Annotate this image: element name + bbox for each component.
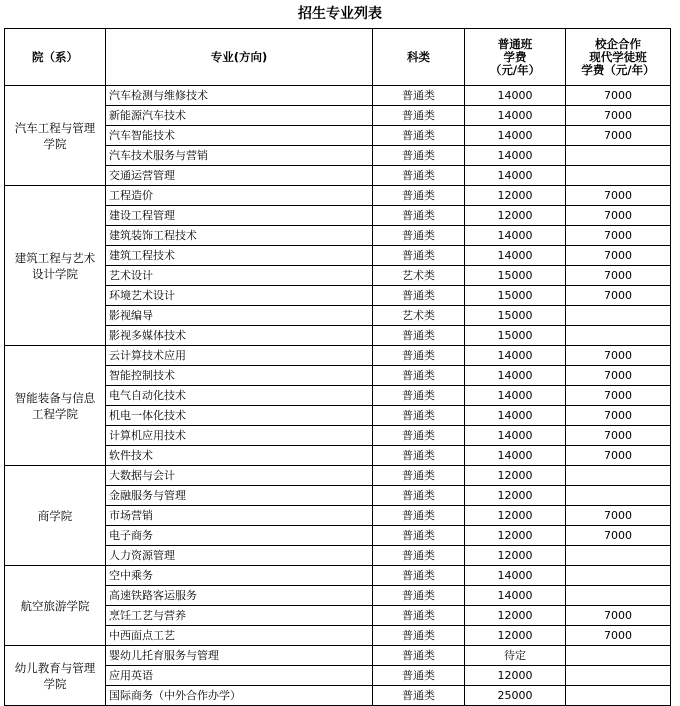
fee-apprentice-cell [566,666,671,686]
category-cell: 普通类 [373,186,465,206]
header-fee-apprentice: 校企合作 现代学徒班 学费（元/年） [566,29,671,86]
fee-apprentice-cell: 7000 [566,226,671,246]
fee-regular-cell: 15000 [465,286,566,306]
fee-regular-cell: 14000 [465,106,566,126]
major-cell: 汽车智能技术 [106,126,373,146]
fee-apprentice-cell [566,686,671,706]
category-cell: 普通类 [373,106,465,126]
category-cell: 普通类 [373,666,465,686]
table-row [5,566,671,586]
college-name-line: 幼儿教育与管理 [14,660,96,675]
majors-table [4,28,671,706]
college-name-line: 商学院 [37,508,73,523]
major-cell: 新能源汽车技术 [106,106,373,126]
table-row [5,86,671,106]
category-cell: 普通类 [373,286,465,306]
fee-apprentice-cell [566,146,671,166]
major-cell: 影视编导 [106,306,373,326]
category-cell: 普通类 [373,386,465,406]
fee-regular-cell: 14000 [465,386,566,406]
major-cell: 人力资源管理 [106,546,373,566]
major-cell: 市场营销 [106,506,373,526]
major-cell: 工程造价 [106,186,373,206]
category-cell: 普通类 [373,526,465,546]
category-cell: 普通类 [373,166,465,186]
major-cell: 婴幼儿托育服务与管理 [106,646,373,666]
college-cell [5,186,106,346]
category-cell: 普通类 [373,426,465,446]
college-name-line: 智能装备与信息 [14,390,96,405]
fee-apprentice-cell [566,646,671,666]
fee-apprentice-cell [566,166,671,186]
college-cell [5,566,106,646]
category-cell: 普通类 [373,546,465,566]
college-name-line: 学院 [43,676,67,691]
major-cell: 智能控制技术 [106,366,373,386]
fee-regular-cell: 12000 [465,506,566,526]
fee-apprentice-cell [566,566,671,586]
major-cell: 金融服务与管理 [106,486,373,506]
table-row [5,466,671,486]
fee-apprentice-cell: 7000 [566,286,671,306]
major-cell: 机电一体化技术 [106,406,373,426]
fee-regular-cell: 12000 [465,546,566,566]
fee-apprentice-cell: 7000 [566,86,671,106]
fee-apprentice-cell: 7000 [566,446,671,466]
category-cell: 普通类 [373,406,465,426]
major-cell: 大数据与会计 [106,466,373,486]
category-cell: 普通类 [373,486,465,506]
fee-apprentice-cell: 7000 [566,246,671,266]
category-cell: 普通类 [373,326,465,346]
fee-regular-cell: 12000 [465,606,566,626]
major-cell: 建筑装饰工程技术 [106,226,373,246]
fee-apprentice-cell: 7000 [566,206,671,226]
category-cell: 普通类 [373,206,465,226]
college-name-line: 汽车工程与管理 [14,120,96,135]
fee-regular-cell: 14000 [465,246,566,266]
fee-apprentice-cell: 7000 [566,526,671,546]
college-cell [5,86,106,186]
fee-regular-cell: 14000 [465,566,566,586]
fee-apprentice-cell [566,326,671,346]
fee-apprentice-cell: 7000 [566,126,671,146]
major-cell: 汽车检测与维修技术 [106,86,373,106]
fee-regular-cell: 12000 [465,666,566,686]
fee-regular-cell: 15000 [465,306,566,326]
header-fee-regular: 普通班 学费 （元/年） [465,29,566,86]
fee-apprentice-cell: 7000 [566,346,671,366]
page-title: 招生专业列表 [298,6,382,22]
table-header-row [5,29,671,86]
fee-apprentice-cell [566,546,671,566]
category-cell: 普通类 [373,506,465,526]
fee-regular-cell: 14000 [465,446,566,466]
fee-regular-cell: 14000 [465,226,566,246]
fee-regular-cell: 14000 [465,426,566,446]
category-cell: 普通类 [373,346,465,366]
fee-regular-cell: 14000 [465,346,566,366]
fee-regular-cell: 12000 [465,206,566,226]
major-cell: 计算机应用技术 [106,426,373,446]
fee-apprentice-cell: 7000 [566,506,671,526]
college-name-line: 学院 [43,136,67,151]
college-name-line: 建筑工程与艺术 [14,250,96,265]
fee-regular-cell: 12000 [465,526,566,546]
major-cell: 烹饪工艺与营养 [106,606,373,626]
category-cell: 普通类 [373,246,465,266]
major-cell: 交通运营管理 [106,166,373,186]
major-cell: 汽车技术服务与营销 [106,146,373,166]
fee-apprentice-cell: 7000 [566,426,671,446]
fee-regular-cell: 12000 [465,626,566,646]
fee-regular-cell: 14000 [465,166,566,186]
fee-apprentice-cell: 7000 [566,606,671,626]
college-cell [5,466,106,566]
major-cell: 建筑工程技术 [106,246,373,266]
fee-regular-cell: 14000 [465,126,566,146]
fee-regular-cell: 15000 [465,266,566,286]
major-cell: 电子商务 [106,526,373,546]
table-row [5,646,671,666]
category-cell: 普通类 [373,126,465,146]
fee-apprentice-cell: 7000 [566,406,671,426]
major-cell: 影视多媒体技术 [106,326,373,346]
major-cell: 中西面点工艺 [106,626,373,646]
fee-regular-cell: 14000 [465,146,566,166]
header-category: 科类 [373,29,465,86]
category-cell: 普通类 [373,586,465,606]
college-name-line: 航空旅游学院 [20,598,90,613]
fee-regular-cell: 25000 [465,686,566,706]
fee-apprentice-cell: 7000 [566,386,671,406]
fee-regular-cell: 14000 [465,586,566,606]
major-cell: 建设工程管理 [106,206,373,226]
category-cell: 艺术类 [373,306,465,326]
category-cell: 普通类 [373,446,465,466]
major-cell: 艺术设计 [106,266,373,286]
major-cell: 高速铁路客运服务 [106,586,373,606]
category-cell: 艺术类 [373,266,465,286]
fee-regular-cell: 15000 [465,326,566,346]
fee-regular-cell: 14000 [465,86,566,106]
category-cell: 普通类 [373,566,465,586]
header-college: 院（系） [5,29,106,86]
fee-regular-cell: 12000 [465,486,566,506]
table-row [5,346,671,366]
fee-apprentice-cell [566,306,671,326]
fee-apprentice-cell: 7000 [566,366,671,386]
fee-apprentice-cell [566,466,671,486]
major-cell: 环境艺术设计 [106,286,373,306]
major-cell: 云计算技术应用 [106,346,373,366]
fee-apprentice-cell: 7000 [566,106,671,126]
fee-regular-cell: 待定 [465,646,566,666]
fee-regular-cell: 12000 [465,466,566,486]
college-name-line: 设计学院 [32,266,78,281]
fee-apprentice-cell [566,486,671,506]
category-cell: 普通类 [373,86,465,106]
header-major: 专业(方向) [106,29,373,86]
fee-apprentice-cell: 7000 [566,186,671,206]
major-cell: 国际商务（中外合作办学） [106,686,373,706]
fee-regular-cell: 12000 [465,186,566,206]
college-cell [5,346,106,466]
category-cell: 普通类 [373,466,465,486]
table-row [5,186,671,206]
college-name-line: 工程学院 [32,406,78,421]
college-cell [5,646,106,706]
category-cell: 普通类 [373,646,465,666]
category-cell: 普通类 [373,366,465,386]
fee-regular-cell: 14000 [465,406,566,426]
fee-regular-cell: 14000 [465,366,566,386]
category-cell: 普通类 [373,686,465,706]
fee-apprentice-cell: 7000 [566,626,671,646]
category-cell: 普通类 [373,226,465,246]
table-body [5,86,671,706]
category-cell: 普通类 [373,606,465,626]
fee-apprentice-cell: 7000 [566,266,671,286]
category-cell: 普通类 [373,146,465,166]
major-cell: 软件技术 [106,446,373,466]
major-cell: 空中乘务 [106,566,373,586]
category-cell: 普通类 [373,626,465,646]
major-cell: 应用英语 [106,666,373,686]
fee-apprentice-cell [566,586,671,606]
major-cell: 电气自动化技术 [106,386,373,406]
